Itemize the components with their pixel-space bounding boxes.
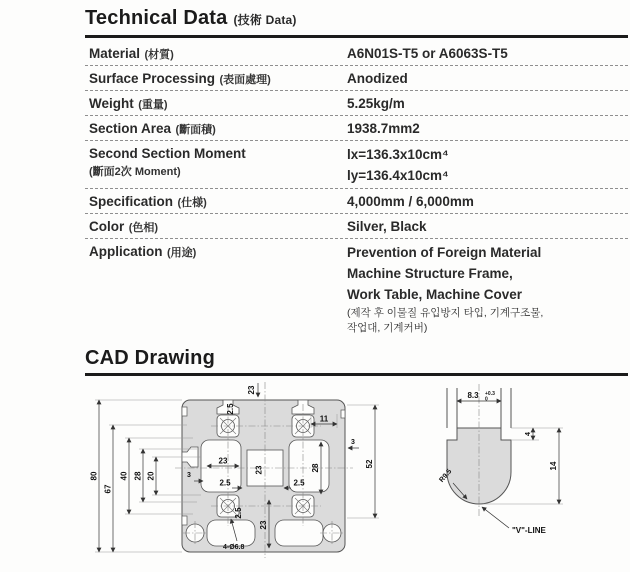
dim-2-5-right: 2.5 bbox=[293, 478, 305, 488]
application-line-2: Machine Structure Frame, bbox=[347, 266, 513, 281]
dim-23-left: 23 bbox=[218, 456, 228, 466]
row-value: 5.25kg/m bbox=[347, 96, 405, 111]
edge-notch-left-top bbox=[182, 407, 187, 416]
row-label-cjk: (斷面積) bbox=[175, 124, 216, 136]
technical-data-title-note: (技術 Data) bbox=[233, 13, 297, 27]
dim-8-3: 8.3 bbox=[467, 391, 479, 400]
dim-67: 67 bbox=[103, 484, 113, 494]
row-value-lx: lx=136.3x10cm⁴ bbox=[347, 147, 449, 162]
technical-data-heading bbox=[85, 6, 628, 32]
cad-main-view bbox=[90, 382, 380, 558]
row-label-cjk: (材質) bbox=[144, 49, 174, 61]
tech-row-color bbox=[85, 214, 628, 239]
dim-23-bottom: 23 bbox=[259, 520, 268, 530]
dim-20: 20 bbox=[146, 471, 156, 481]
cavity-bottom-left bbox=[207, 520, 255, 546]
dim-28-right: 28 bbox=[311, 463, 320, 473]
cad-drawing-section bbox=[85, 346, 628, 572]
row-value: 1938.7mm2 bbox=[347, 121, 420, 136]
dim-52: 52 bbox=[365, 459, 374, 469]
tech-row-specification bbox=[85, 189, 628, 214]
dim-2-5-top: 2.5 bbox=[226, 403, 235, 415]
row-label-cjk: (仕様) bbox=[177, 197, 207, 209]
row-value: 4,000mm / 6,000mm bbox=[347, 194, 474, 209]
tech-row-weight bbox=[85, 91, 628, 116]
row-label: Second Section Moment bbox=[89, 146, 246, 161]
application-korean-line-2: 작업대, 기계커버) bbox=[347, 322, 428, 334]
technical-data-title: Technical Data bbox=[85, 7, 228, 29]
cad-detail-view bbox=[438, 384, 563, 535]
row-label: Material bbox=[89, 46, 141, 61]
dim-4: 4 bbox=[525, 432, 532, 436]
dim-3-left: 3 bbox=[187, 472, 191, 479]
dim-28-left: 28 bbox=[133, 471, 143, 481]
row-value: Silver, Black bbox=[347, 219, 427, 234]
dim-23-top: 23 bbox=[247, 385, 256, 395]
dim-14: 14 bbox=[549, 461, 558, 471]
v-line-label: "V"-LINE bbox=[512, 526, 546, 535]
cad-drawing bbox=[85, 380, 628, 572]
dim-2-5-bottom: 2.5 bbox=[234, 507, 243, 519]
row-label: Surface Processing bbox=[89, 71, 216, 86]
row-label: Color bbox=[89, 219, 125, 234]
row-label: Application bbox=[89, 244, 163, 259]
cad-drawing-heading: CAD Drawing bbox=[85, 347, 215, 369]
dim-r9-5: R9.5 bbox=[438, 468, 454, 484]
row-label-cjk: (重量) bbox=[138, 99, 168, 111]
tech-row-surface-processing bbox=[85, 66, 628, 91]
row-label-cjk: (斷面2次 Moment) bbox=[89, 166, 181, 178]
row-value: A6N01S-T5 or A6063S-T5 bbox=[347, 46, 508, 61]
row-value: Anodized bbox=[347, 71, 408, 86]
row-label: Section Area bbox=[89, 121, 172, 136]
cad-drawing-rule bbox=[85, 373, 628, 376]
edge-notch-left-bottom bbox=[182, 516, 187, 525]
dim-3-right: 3 bbox=[351, 439, 355, 446]
dim-23-center: 23 bbox=[254, 465, 264, 475]
application-korean-line-1: (제작 후 이물질 유입방지 타입, 기계구조물, bbox=[347, 307, 544, 319]
dim-8-3-tolerance-lower: 0 bbox=[485, 396, 488, 403]
tech-row-material bbox=[85, 38, 628, 66]
row-label-cjk: (色相) bbox=[128, 222, 159, 234]
tech-row-second-section-moment bbox=[85, 141, 628, 189]
technical-data-table bbox=[85, 38, 628, 337]
tech-row-application bbox=[85, 239, 628, 337]
dim-11: 11 bbox=[319, 414, 329, 424]
application-line-1: Prevention of Foreign Material bbox=[347, 245, 542, 260]
dim-2-5-left: 2.5 bbox=[219, 478, 231, 488]
row-label-cjk: (用途) bbox=[166, 247, 197, 259]
row-value-ly: ly=136.4x10cm⁴ bbox=[347, 168, 449, 183]
tech-row-section-area bbox=[85, 116, 628, 141]
cavity-bottom-right bbox=[275, 520, 323, 546]
dim-80: 80 bbox=[89, 471, 99, 481]
dim-8-3-tolerance-upper: +0.3 bbox=[485, 391, 495, 397]
dim-hole-callout: 4-Ø6.8 bbox=[223, 544, 245, 551]
row-label: Weight bbox=[89, 96, 134, 111]
edge-notch-right bbox=[341, 410, 345, 418]
row-label-cjk: (表面處理) bbox=[219, 74, 271, 86]
application-line-3: Work Table, Machine Cover bbox=[347, 287, 523, 302]
row-label: Specification bbox=[89, 194, 174, 209]
dim-40: 40 bbox=[119, 471, 129, 481]
